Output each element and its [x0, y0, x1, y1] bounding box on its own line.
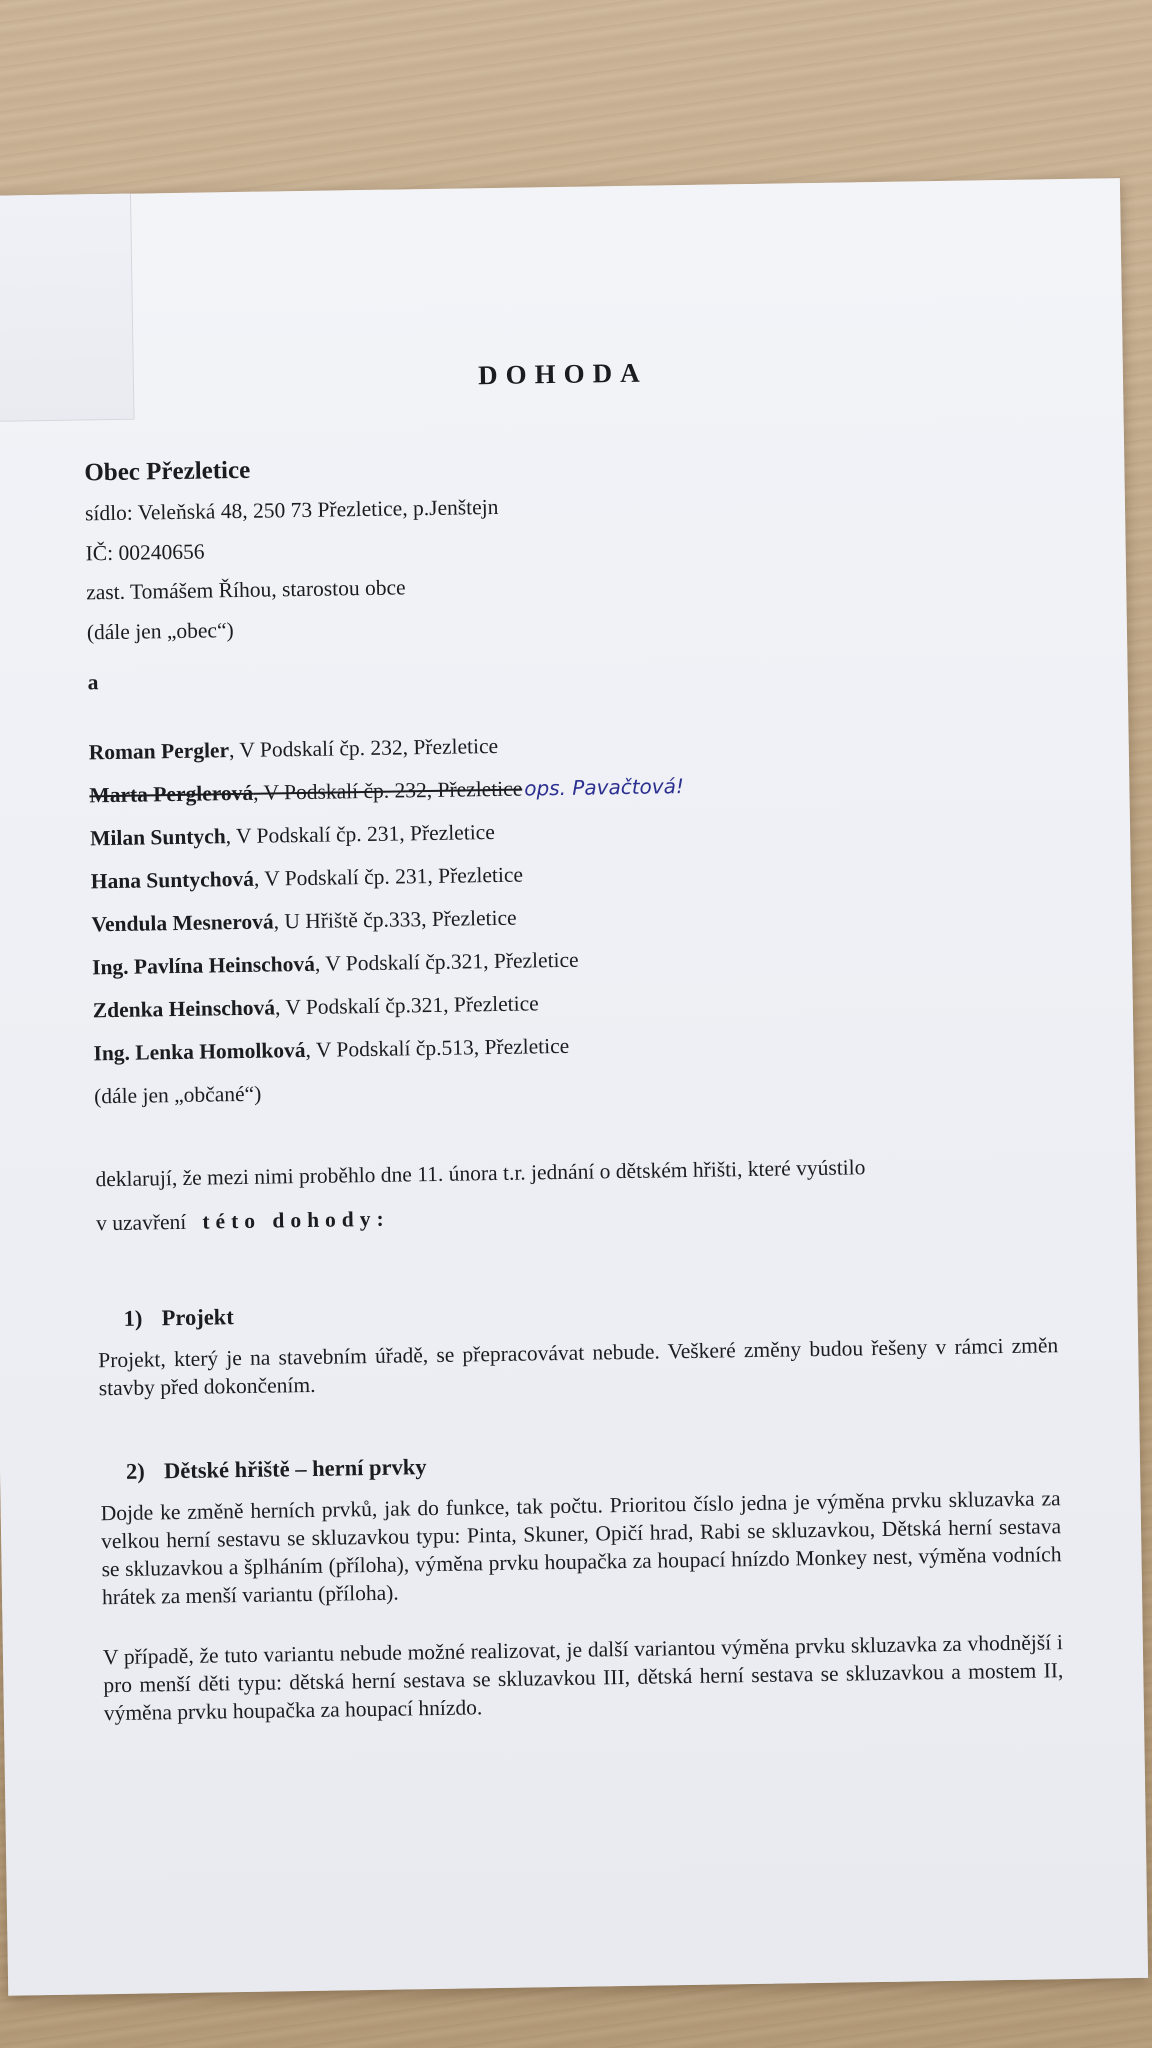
section-paragraph: V případě, že tuto variantu nebude možné realizovat, je další variantou výměna prvku skluzavka za vhodnější i pro menší děti typu: dětská herní sestava se skluzavkou III, dětská herní sestava se skluzavkou a mostem II, výměna prvku houpačka za houpací hnízdo. — [102, 1629, 1064, 1725]
citizen-name: Roman Pergler — [88, 738, 230, 765]
document-body — [83, 349, 1064, 1739]
citizen-name: Milan Suntych — [89, 824, 226, 851]
citizen-name: Ing. Pavlína Heinschová — [91, 951, 316, 980]
municipality-id: IČ: 00240656 — [85, 539, 205, 565]
municipality-representative: zast. Tomášem Říhou, starostou obce — [86, 575, 406, 605]
citizen-name: Ing. Lenka Homolková — [93, 1037, 306, 1066]
citizen-address: , V Podskalí čp. 232, Přezletice — [228, 734, 499, 763]
section-heading-text: Projekt — [161, 1303, 234, 1330]
citizen-address: , V Podskalí čp. 231, Přezletice — [225, 820, 495, 849]
section-paragraph: Projekt, který je na stavebním úřadě, se přepracovávat nebude. Veškeré změny budou řešeny v rámci změn stavby před dokončením. — [98, 1333, 1059, 1401]
citizen-address: , V Podskalí čp. 231, Přezletice — [253, 862, 524, 891]
citizen-entry — [91, 896, 1051, 939]
municipality-name: Obec Přezletice — [84, 456, 251, 487]
citizen-entry — [93, 982, 1053, 1025]
handwritten-note: ops. Pavačtová! — [524, 774, 685, 801]
declaration-emphasis: této dohody: — [202, 1206, 390, 1234]
citizen-entry-struck — [89, 767, 1049, 810]
citizen-name: Zdenka Heinschová — [92, 995, 276, 1023]
struck-text — [89, 777, 522, 808]
declaration-prefix: v uzavření — [95, 1209, 187, 1235]
citizen-name: Vendula Mesnerová — [91, 909, 274, 937]
paper-sheet — [0, 178, 1148, 1996]
section-heading-text: Dětské hřiště – herní prvky — [163, 1453, 427, 1483]
citizen-address: , V Podskalí čp.321, Přezletice — [314, 947, 579, 976]
citizen-address: , V Podskalí čp. 232, Přezletice — [252, 776, 523, 806]
declaration-line-2 — [96, 1195, 1056, 1238]
declaration-line-1: deklarují, že mezi nimi proběhlo dne 11. února t.r. jednání o dětském hřišti, které vyústilo — [95, 1154, 866, 1192]
municipality-alias: (dále jen „obec“) — [86, 618, 234, 645]
municipality-seat: sídlo: Veleňská 48, 250 73 Přezletice, p.Jenštejn — [84, 494, 499, 525]
citizen-address: , U Hřiště čp.333, Přezletice — [273, 905, 517, 934]
citizen-name: Hana Suntychová — [90, 866, 255, 894]
section-number: 2) — [125, 1458, 145, 1484]
citizen-entry — [90, 810, 1050, 853]
citizen-name: Marta Perglerová — [89, 781, 254, 808]
section-heading — [123, 1289, 1057, 1333]
section-paragraph: Dojde ke změně herních prvků, jak do funkce, tak počtu. Prioritou číslo jedna je výměna prvku skluzavka za velkou herní sestavu se skluzavkou typu: Pinta, Skuner, Opičí hrad, Rabi se skluzavkou, Dětská herní sestava se skluzavkou a šplháním (příloha), výměna prvku houpačka za houpací hnízdo Monkey nest, výměna vodních hrátek za menší variantu (příloha). — [100, 1486, 1062, 1610]
citizen-entry — [92, 939, 1052, 982]
citizens-list — [89, 725, 1055, 1111]
citizen-entry — [89, 725, 1049, 768]
citizen-address: , V Podskalí čp.513, Přezletice — [305, 1033, 570, 1062]
document-title: DOHODA — [477, 357, 648, 391]
citizens-alias: (dále jen „občané“) — [93, 1081, 262, 1109]
citizen-address: , V Podskalí čp.321, Přezletice — [274, 991, 539, 1020]
conjunction: a — [87, 670, 99, 695]
citizen-entry — [91, 853, 1051, 896]
section-number: 1) — [123, 1305, 143, 1331]
citizen-entry — [93, 1025, 1053, 1068]
section-heading — [126, 1442, 1060, 1486]
